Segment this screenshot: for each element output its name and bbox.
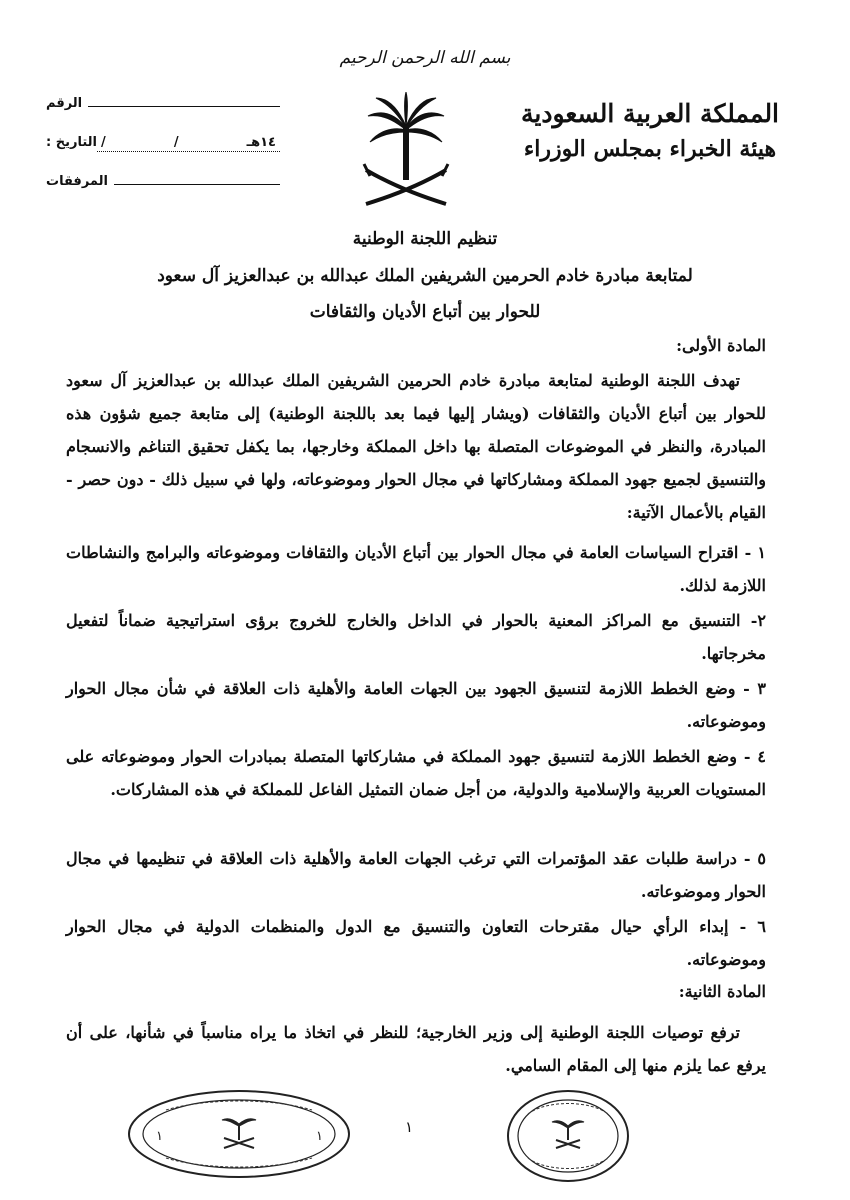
attachments-line	[114, 174, 280, 185]
ref-number-label: الرقم	[46, 96, 83, 111]
palm-and-swords-emblem-icon	[360, 92, 452, 214]
ref-number-line	[88, 96, 280, 107]
reference-block	[46, 96, 286, 213]
article1-item-2: ٢- التنسيق مع المراكز المعنية بالحوار في الداخل والخارج للخروج برؤى استراتيجية ضماناً لتفعيل مخرجاتها.	[66, 611, 766, 663]
date-suffix: ١٤هـ	[246, 135, 276, 150]
date-field	[97, 135, 280, 152]
article1-item-4: ٤ - وضع الخطط اللازمة لتنسيق جهود المملكة في مشاركاتها المتصلة بمبادرات الحوار وموضوعاته على المستويات العربية والإسلامية والدولية، من أجل ضمان التمثيل الفاعل للمملكة في هذه المشاركات.	[66, 747, 766, 799]
svg-text:١: ١	[156, 1129, 163, 1144]
basmala: بسم الله الرحمن الرحيم	[339, 48, 511, 68]
document-subtitle-line1: لمتابعة مبادرة خادم الحرمين الشريفين الملك عبدالله بن عبدالعزيز آل سعود	[157, 266, 693, 286]
document-title: تنظيم اللجنة الوطنية	[352, 229, 498, 249]
ref-number-row	[46, 96, 286, 135]
article1-item-5: ٥ - دراسة طلبات عقد المؤتمرات التي ترغب الجهات العامة والأهلية ذات العلاقة في تنظيمها في مجال الحوار وموضوعاته.	[66, 849, 766, 901]
date-slash-1: /	[101, 135, 106, 150]
org-country-name: المملكة العربية السعودية	[520, 99, 780, 128]
date-label: التاريخ :	[46, 135, 97, 150]
article1-heading: المادة الأولى:	[676, 336, 766, 355]
org-department-name: هيئة الخبراء بمجلس الوزراء	[523, 136, 777, 162]
page-number: ١	[405, 1118, 414, 1136]
date-row	[46, 135, 286, 174]
article1-intro: تهدف اللجنة الوطنية لمتابعة مبادرة خادم الحرمين الشريفين الملك عبدالله بن عبدالعزيز آل سعود للحوار بين أتباع الأديان والثقافات (ويشار إليها فيما بعد باللجنة الوطنية) إلى متابعة جميع شؤون هذه المبادرة، والنظر في الموضوعات المتصلة بها داخل المملكة وخارجها، بما يكفل تحقيق التناغم والانسجام والتنسيق لجميع جهود المملكة ومشاركاتها في مجال الحوار وموضوعاته، ولها في سبيل ذلك - دون حصر - القيام بالأعمال الآتية:	[66, 371, 766, 522]
right-official-stamp-icon	[506, 1088, 630, 1184]
article1-item-1: ١ - اقتراح السياسات العامة في مجال الحوار بين أتباع الأديان والثقافات وموضوعاته والبرامج والنشاطات اللازمة لذلك.	[66, 543, 766, 595]
date-slash-2: /	[173, 135, 179, 150]
document-subtitle-line2: للحوار بين أتباع الأديان والثقافات	[309, 302, 541, 322]
svg-text:١: ١	[316, 1129, 323, 1144]
attachments-row	[46, 174, 286, 213]
article2-text: ترفع توصيات اللجنة الوطنية إلى وزير الخارجية؛ للنظر في اتخاذ ما يراه مناسباً في شأنها، على أن يرفع عما يلزم منها إلى المقام السامي.	[66, 1023, 766, 1075]
article1-item-3: ٣ - وضع الخطط اللازمة لتنسيق الجهود بين الجهات العامة والأهلية ذات العلاقة في شأن مجال الحوار وموضوعاته.	[66, 679, 766, 731]
article1-item-6: ٦ - إبداء الرأي حيال مقترحات التعاون والتنسيق مع الدول والمنظمات الدولية في مجال الحوار وموضوعاته.	[66, 917, 766, 969]
attachments-label: المرفقات	[46, 174, 108, 189]
article2-heading: المادة الثانية:	[678, 982, 766, 1001]
organization-header	[505, 96, 795, 166]
left-official-stamp-icon	[126, 1088, 352, 1180]
